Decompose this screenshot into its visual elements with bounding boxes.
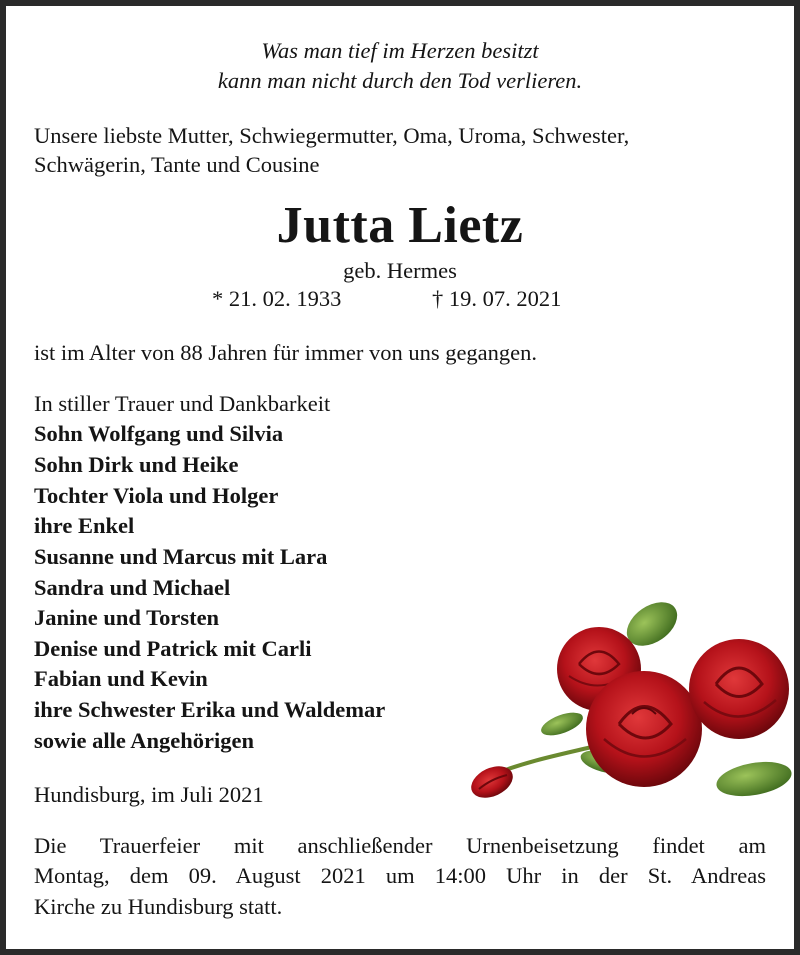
- death-date: † 19. 07. 2021: [432, 286, 562, 311]
- mourner-line: Susanne und Marcus mit Lara: [34, 544, 328, 569]
- roses-illustration: [454, 584, 794, 814]
- leaf-icon: [714, 757, 794, 802]
- funeral-line-3: Kirche zu Hundisburg statt.: [34, 894, 283, 919]
- mourner-line: Sohn Wolfgang und Silvia: [34, 421, 284, 446]
- motto-line-1: Was man tief im Herzen besitzt: [261, 38, 539, 63]
- motto-line-2: kann man nicht durch den Tod verlieren.: [217, 68, 583, 93]
- intro-line-1: Unsere liebste Mutter, Schwiegermutter, Oma, Uroma, Schwester,: [34, 123, 630, 148]
- rose-icon: [689, 639, 789, 739]
- rose-icon: [586, 671, 702, 787]
- mourner-line: ihre Enkel: [34, 513, 135, 538]
- statement: ist im Alter von 88 Jahren für immer von uns gegangen.: [34, 340, 538, 365]
- birth-date: * 21. 02. 1933: [212, 286, 342, 311]
- funeral-line-1: Die Trauerfeier mit anschließender Urnenbeisetzung findet am: [34, 833, 766, 858]
- intro-line-2: Schwägerin, Tante und Cousine: [34, 152, 320, 177]
- mourner-line: sowie alle Angehörigen: [34, 728, 254, 753]
- funeral-line-2: Montag, dem 09. August 2021 um 14:00 Uhr in der St. Andreas: [34, 863, 766, 888]
- leaf-icon: [538, 708, 586, 740]
- birth-name: geb. Hermes: [343, 258, 457, 283]
- mourner-line: Tochter Viola und Holger: [34, 483, 279, 508]
- place-date: Hundisburg, im Juli 2021: [34, 782, 264, 807]
- mourners-intro: In stiller Trauer und Dankbarkeit: [34, 391, 331, 416]
- mourner-line: ihre Schwester Erika und Waldemar: [34, 697, 386, 722]
- mourner-line: Janine und Torsten: [34, 605, 220, 630]
- mourner-line: Fabian und Kevin: [34, 666, 208, 691]
- mourner-line: Sandra und Michael: [34, 575, 231, 600]
- deceased-name: Jutta Lietz: [276, 197, 524, 254]
- mourner-line: Sohn Dirk und Heike: [34, 452, 239, 477]
- obituary-card: [6, 6, 794, 949]
- mourner-line: Denise und Patrick mit Carli: [34, 636, 312, 661]
